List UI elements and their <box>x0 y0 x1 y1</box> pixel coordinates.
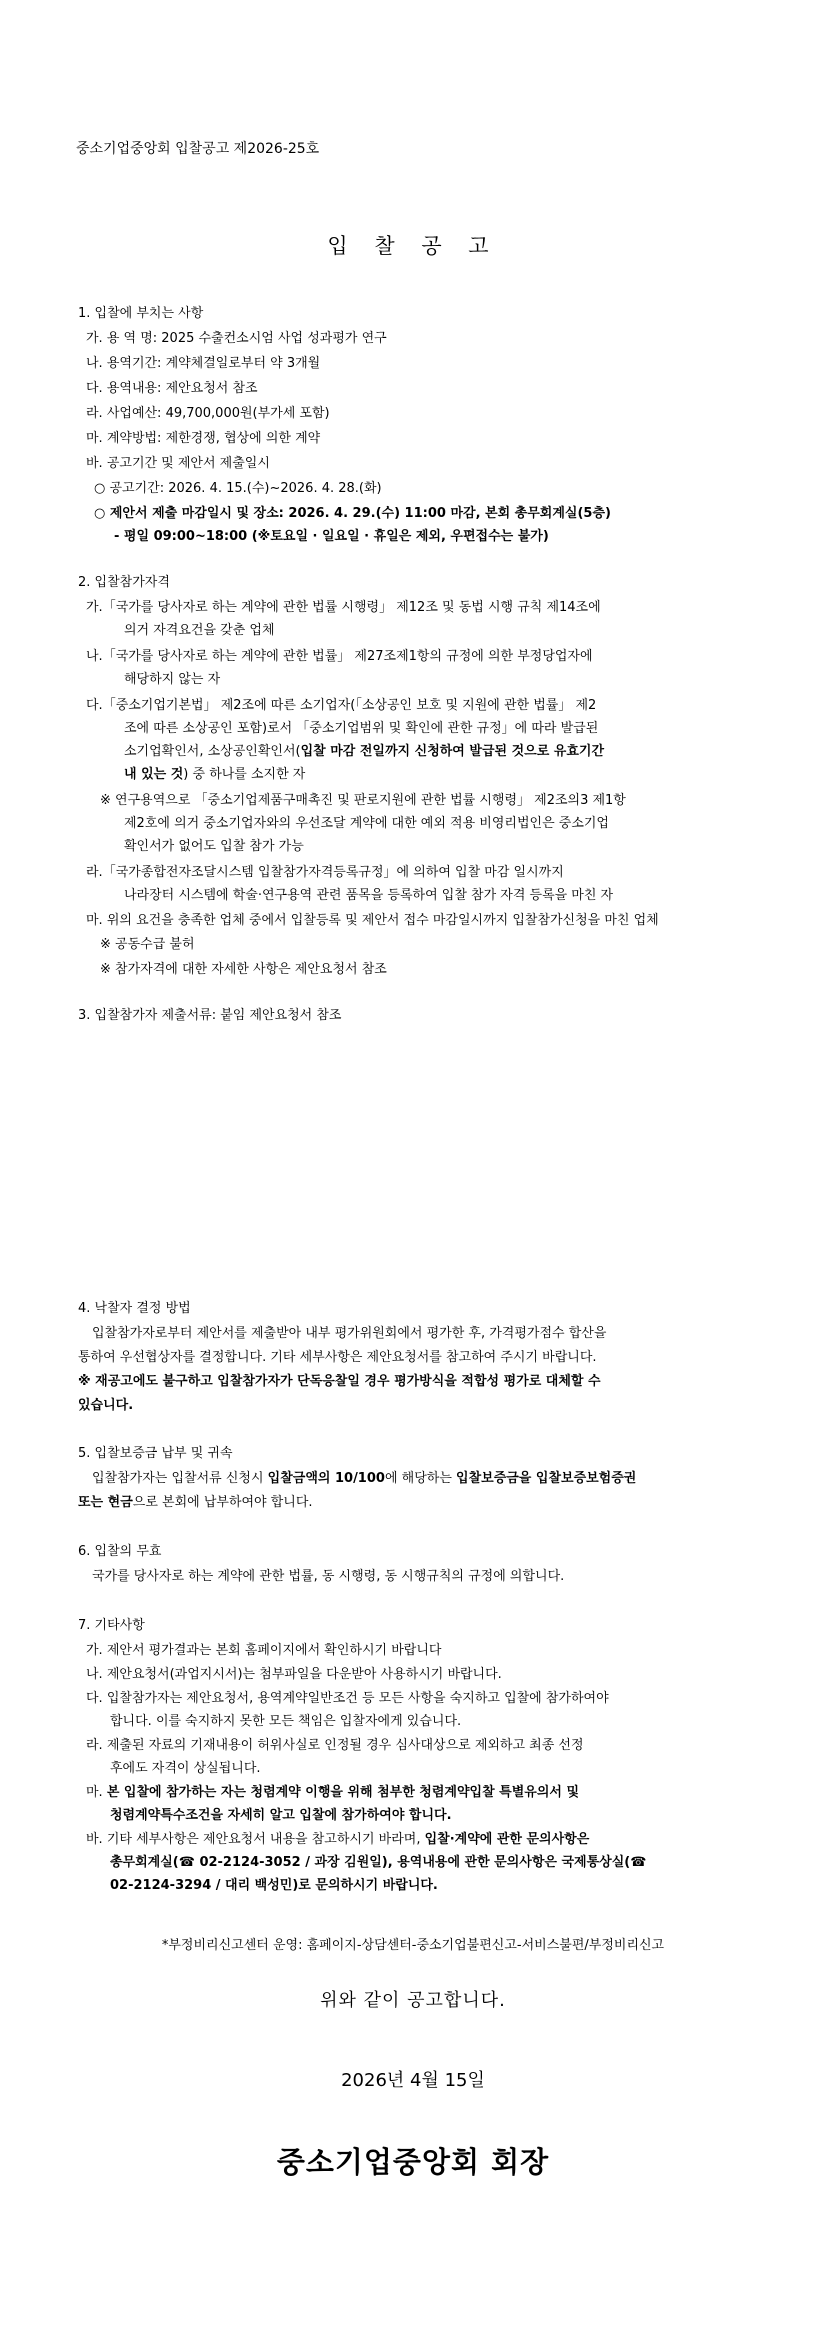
note: ※ 연구용역으로 「중소기업제품구매촉진 및 판로지원에 관한 법률 시행령」 제2조의3 제1항 <box>100 793 626 808</box>
report-center-note: *부정비리신고센터 운영: 홈페이지-상담센터-중소기업불편신고-서비스불편/부정비리신고 <box>161 1938 665 1953</box>
list-item: 합니다. 이를 숙지하지 못한 모든 책임은 입찰자에게 있습니다. <box>110 1714 462 1729</box>
list-item: 나.「국가를 당사자로 하는 계약에 관한 법률」 제27조제1항의 규정에 의한 부정당업자에 <box>86 649 593 664</box>
list-item: 다.「중소기업기본법」 제2조에 따른 소기업자(「소상공인 보호 및 지원에 관한 법률」 제2 <box>86 698 597 713</box>
paragraph-line: ※ 재공고에도 불구하고 입찰참가자가 단독응찰일 경우 평가방식을 적합성 평가로 대체할 수 <box>78 1374 601 1389</box>
text: 으로 본회에 납부하여야 합니다. <box>132 1495 313 1510</box>
list-item: 조에 따른 소상공인 포함)로서 「중소기업범위 및 확인에 관한 규정」에 따라 발급된 <box>124 721 599 736</box>
text-emphasis: 또는 현금 <box>78 1495 133 1510</box>
list-item: 마. 위의 요건을 충족한 업체 중에서 입찰등록 및 제안서 접수 마감일시까지 입찰참가신청을 마친 업체 <box>86 913 659 928</box>
list-item: 나라장터 시스템에 학술·연구용역 관련 품목을 등록하여 입찰 참가 자격 등록을 마친 자 <box>124 888 614 903</box>
text: 에 해당하는 <box>384 1471 457 1486</box>
list-item <box>124 766 305 784</box>
list-item: ○ 공고기간: 2026. 4. 15.(수)~2026. 4. 28.(화) <box>94 481 382 496</box>
list-item: 라. 사업예산: 49,700,000원(부가세 포함) <box>86 406 330 421</box>
list-item: 바. 공고기간 및 제안서 제출일시 <box>86 456 270 471</box>
list-item <box>124 743 604 761</box>
list-item: 청렴계약특수조건을 자세히 알고 입찰에 참가하여야 합니다. <box>110 1808 452 1823</box>
note: 제2호에 의거 중소기업자와의 우선조달 계약에 대한 예외 적용 비영리법인은 중소기업 <box>124 816 609 831</box>
issuer-name: 중소기업중앙회 회장 <box>276 2145 550 2179</box>
list-item: 다. 용역내용: 제안요청서 참조 <box>86 381 258 396</box>
text-emphasis: 본 입찰에 참가하는 자는 청렴계약 이행을 위해 첨부한 청렴계약입찰 특별유의서 및 <box>106 1785 580 1800</box>
note: ※ 공동수급 불허 <box>100 937 195 952</box>
paragraph-line <box>78 1494 313 1512</box>
text: ) 중 하나를 소지한 자 <box>183 767 306 782</box>
list-item: 가. 제안서 평가결과는 본회 홈페이지에서 확인하시기 바랍니다 <box>86 1643 442 1658</box>
text: 소기업확인서, 소상공인확인서( <box>124 744 301 759</box>
list-item: 마. 계약방법: 제한경쟁, 협상에 의한 계약 <box>86 431 321 446</box>
list-item: - 평일 09:00~18:00 (※토요일 · 일요일 · 휴일은 제외, 우편접수는 불가) <box>114 529 549 544</box>
paragraph-line: 통하여 우선협상자를 결정합니다. 기타 세부사항은 제안요청서를 참고하여 주시기 바랍니다. <box>78 1350 597 1365</box>
list-item <box>86 1784 579 1802</box>
notice-date: 2026년 4월 15일 <box>341 2070 485 2091</box>
section-heading: 1. 입찰에 부치는 사항 <box>78 306 204 321</box>
section-heading: 5. 입찰보증금 납부 및 귀속 <box>78 1446 233 1461</box>
page-title: 입 찰 공 고 <box>327 234 499 258</box>
paragraph-line <box>92 1470 636 1488</box>
list-item: 해당하지 않는 자 <box>124 672 221 687</box>
list-item: 02-2124-3294 / 대리 백성민)로 문의하시기 바랍니다. <box>110 1878 438 1893</box>
list-item: 다. 입찰참가자는 제안요청서, 용역계약일반조건 등 모든 사항을 숙지하고 입찰에 참가하여야 <box>86 1691 609 1706</box>
text-emphasis: 입찰·계약에 관한 문의사항은 <box>424 1832 590 1847</box>
text-emphasis: 입찰보증금을 입찰보증보험증권 <box>456 1471 637 1486</box>
list-item: 나. 제안요청서(과업지시서)는 첨부파일을 다운받아 사용하시기 바랍니다. <box>86 1667 502 1682</box>
text: 마. <box>86 1785 107 1800</box>
list-item: 총무회계실(☎ 02-2124-3052 / 과장 김원일), 용역내용에 관한 문의사항은 국제통상실(☎ <box>110 1855 647 1870</box>
section-heading: 2. 입찰참가자격 <box>78 575 170 590</box>
text-emphasis: 내 있는 것 <box>124 767 184 782</box>
list-item: 의거 자격요건을 갖춘 업체 <box>124 623 275 638</box>
section-3-heading: 3. 입찰참가자 제출서류: 붙임 제안요청서 참조 <box>78 1008 342 1023</box>
text: 바. 기타 세부사항은 제안요청서 내용을 참고하시기 바라며, <box>86 1832 425 1847</box>
paragraph-line: 입찰참가자로부터 제안서를 제출받아 내부 평가위원회에서 평가한 후, 가격평가점수 합산을 <box>92 1326 607 1341</box>
section-heading: 7. 기타사항 <box>78 1618 145 1633</box>
list-item: 라. 제출된 자료의 기재내용이 허위사실로 인정될 경우 심사대상으로 제외하고 최종 선정 <box>86 1738 584 1753</box>
note: ※ 참가자격에 대한 자세한 사항은 제안요청서 참조 <box>100 962 387 977</box>
list-item: ○ 제안서 제출 마감일시 및 장소: 2026. 4. 29.(수) 11:00 마감, 본회 총무회계실(5층) <box>94 506 611 521</box>
text-emphasis: 입찰금액의 10/100 <box>267 1471 385 1486</box>
list-item: 라.「국가종합전자조달시스템 입찰참가자격등록규정」에 의하여 입찰 마감 일시까지 <box>86 865 564 880</box>
list-item: 가.「국가를 당사자로 하는 계약에 관한 법률 시행령」 제12조 및 동법 시행 규칙 제14조에 <box>86 600 601 615</box>
text: 입찰참가자는 입찰서류 신청시 <box>92 1471 268 1486</box>
note: 확인서가 없어도 입찰 참가 가능 <box>124 839 304 854</box>
list-item <box>86 1831 589 1849</box>
paragraph-line: 국가를 당사자로 하는 계약에 관한 법률, 동 시행령, 동 시행규칙의 규정에 의합니다. <box>92 1569 565 1584</box>
notice-number: 중소기업중앙회 입찰공고 제2026-25호 <box>76 141 320 157</box>
closing-statement: 위와 같이 공고합니다. <box>320 1990 506 2011</box>
text-emphasis: 입찰 마감 전일까지 신청하여 발급된 것으로 유효기간 <box>300 744 605 759</box>
list-item: 후에도 자격이 상실됩니다. <box>110 1761 261 1776</box>
list-item: 가. 용 역 명: 2025 수출컨소시엄 사업 성과평가 연구 <box>86 331 387 346</box>
paragraph-line: 있습니다. <box>78 1398 134 1413</box>
section-heading: 4. 낙찰자 결정 방법 <box>78 1301 191 1316</box>
section-heading: 6. 입찰의 무효 <box>78 1544 162 1559</box>
list-item: 나. 용역기간: 계약체결일로부터 약 3개월 <box>86 356 321 371</box>
